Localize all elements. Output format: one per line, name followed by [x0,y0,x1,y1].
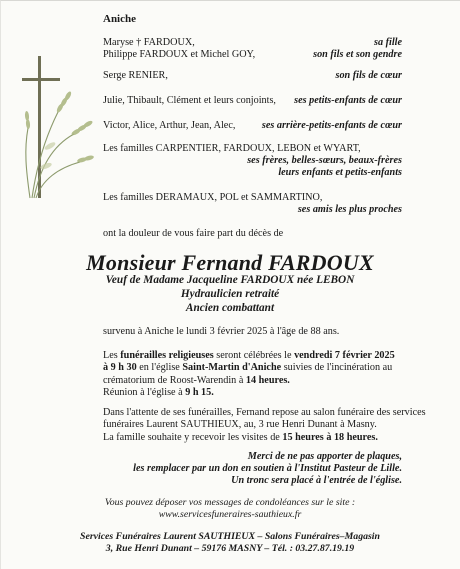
family-relation: sa fille [373,37,402,48]
family-name-line: Les familles CARPENTIER, FARDOUX, LEBON et WYART, [103,143,361,154]
family-relation: leurs enfants et petits-enfants [278,167,402,178]
request-line: Merci de ne pas apporter de plaques, [247,451,402,462]
family-name-line: Philippe FARDOUX et Michel GOY, [103,49,256,60]
condolences-text: Vous pouvez déposer vos messages de condoléances sur le site : [104,497,356,508]
family-name-line: Les familles DERAMAUX, POL et SAMMARTINO, [103,192,323,203]
condolences-website-link[interactable]: www.servicesfuneraires-sauthieux.fr [158,509,302,520]
funeral-paragraph: Les funérailles religieuses seront célébrées le vendredi 7 février 2025 à 9 h 30 en l'église Saint-Martin d'Aniche suivies de l'incinération au crématorium de Roost-Warendin à 14 heures. Réunion à l'église à 9 h 15. [103,350,395,399]
family-name-line: Julie, Thibault, Clément et leurs conjoints, [103,95,276,106]
family-relation: ses petits-enfants de cœur [294,95,402,106]
footer-address: 3, Rue Henri Dunant – 59176 MASNY – Tél. : 03.27.87.19.19 [105,543,355,554]
death-notice: survenu à Aniche le lundi 3 février 2025 à l'âge de 88 ans. [103,326,340,337]
family-relation: son fils et son gendre [313,49,402,60]
request-line: les remplacer par un don en soutien à l'Institut Pasteur de Lille. [133,463,402,474]
town-heading: Aniche [103,13,136,25]
announcement-text: ont la douleur de vous faire part du décès de [103,228,284,239]
deceased-detail: Veuf de Madame Jacqueline FARDOUX née LEBON [105,274,355,286]
family-name-line: Serge RENIER, [103,70,168,81]
request-line: Un tronc sera placé à l'entrée de l'église. [231,475,402,486]
footer-company: Services Funéraires Laurent SAUTHIEUX – Salons Funéraires–Magasin [80,531,380,542]
family-relation: ses frères, belles-sœurs, beaux-frères [247,155,402,166]
family-relation: ses arrière-petits-enfants de cœur [261,120,402,131]
deceased-name: Monsieur Fernand FARDOUX [86,250,374,275]
deceased-detail: Hydraulicien retraité [180,288,280,300]
family-name-line: Maryse † FARDOUX, [103,37,195,48]
family-name-line: Victor, Alice, Arthur, Jean, Alec, [103,120,236,131]
rest-paragraph: Dans l'attente de ses funérailles, Fernand repose au salon funéraire des services funéraires Laurent SAUTHIEUX, au, 3 rue Henri Dunant à Masny. La famille souhaite y recevoir les visites de 15 heures à 18 heures. [103,407,426,443]
deceased-detail: Ancien combattant [185,302,275,314]
family-relation: son fils de cœur [335,70,402,81]
family-relation: ses amis les plus proches [297,204,402,215]
cross-with-wheat-icon [14,50,104,200]
